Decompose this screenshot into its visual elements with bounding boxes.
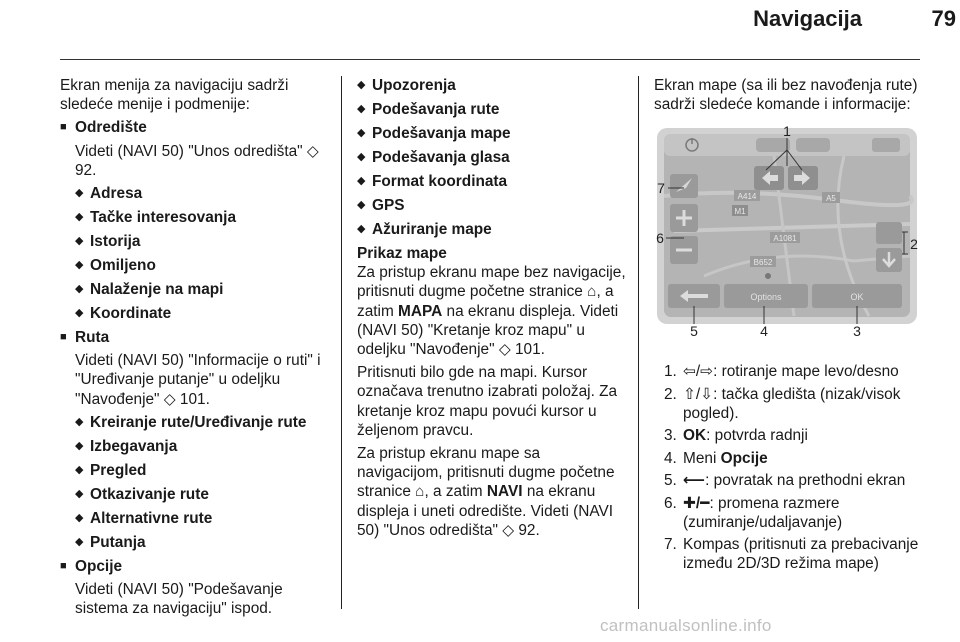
diamond-bullet-icon: ◆ <box>357 103 366 115</box>
legend-item: 5. ⟵: povratak na prethodni ekran <box>664 472 906 490</box>
ok-label: OK <box>850 292 864 303</box>
column-divider <box>638 76 639 609</box>
diamond-bullet-icon: ◆ <box>357 175 366 187</box>
square-bullet-icon: ■ <box>60 331 67 344</box>
section-odrediste: ■ Odredište <box>60 119 147 137</box>
home-icon: ⌂ <box>415 483 425 501</box>
list-item: ◆ Podešavanja glasa <box>357 149 510 166</box>
list-item: ◆ Izbegavanja <box>75 437 178 455</box>
legend-item: 4. Meni Opcije <box>664 449 768 467</box>
diamond-bullet-icon: ◆ <box>75 439 84 452</box>
list-item: ◆ Nalaženje na mapi <box>75 281 224 299</box>
list-item: ◆ Kreiranje rute/Uređivanje rute <box>75 413 307 431</box>
legend-item: 2. ⇧/⇩: tačka gledišta (nizak/visok pogled). <box>664 385 901 422</box>
list-item: ◆ Koordinate <box>75 305 172 323</box>
list-item: ◆ Putanja <box>75 533 146 551</box>
diamond-bullet-icon: ◆ <box>357 151 366 163</box>
list-item: ◆ Otkazivanje rute <box>75 485 209 503</box>
diamond-bullet-icon: ◆ <box>75 259 84 272</box>
column-2 <box>357 76 629 544</box>
paragraph: Pritisnuti bilo gde na mapi. Kursor označava trenutno izabrati položaj. Za kretanje kroz mapu povući kursor u željenom pravcu. <box>357 364 618 439</box>
diamond-bullet-icon: ◆ <box>75 415 84 428</box>
diamond-bullet-icon: ◆ <box>75 283 84 296</box>
paragraph: Za pristup ekranu mape bez navigacije, pritisnuti dugme početne stranice ⌂, a zatim MAPA na ekranu displeja. Videti (NAVI 50) "Kretanje kroz mapu" u odeljku "Navođenje" ◇ 101. <box>357 264 626 359</box>
square-bullet-icon: ■ <box>60 559 67 572</box>
map-intro: Ekran mape (sa ili bez navođenja rute) sadrži sledeće komande i informacije: <box>654 77 918 114</box>
section-ruta: ■ Ruta <box>60 329 110 347</box>
cursor-icon <box>765 273 771 279</box>
legend-item: 6. ✚/━: promena razmere (zumiranje/udaljavanje) <box>664 494 843 531</box>
diamond-bullet-icon: ◆ <box>75 535 84 548</box>
callout-label: 6 <box>656 230 664 247</box>
diamond-bullet-icon: ◆ <box>357 127 366 139</box>
diamond-bullet-icon: ◆ <box>75 211 84 224</box>
list-item: ◆ Alternativne rute <box>75 509 213 527</box>
header-title: Navigacija <box>753 6 862 31</box>
home-icon: ⌂ <box>587 283 597 301</box>
column-1 <box>60 76 332 622</box>
diamond-bullet-icon: ◆ <box>75 187 84 200</box>
callout-label: 7 <box>657 180 665 197</box>
callout-label: 4 <box>760 323 768 339</box>
list-item: ◆ Istorija <box>75 233 141 251</box>
header-rule <box>60 59 920 60</box>
list-item: ◆ Format koordinata <box>357 173 508 190</box>
map-screen-illustration <box>654 126 920 338</box>
diamond-bullet-icon: ◆ <box>357 199 366 211</box>
section-opcije: ■ Opcije <box>60 557 123 575</box>
diamond-bullet-icon: ◆ <box>357 223 366 235</box>
list-item: ◆ Upozorenja <box>357 77 456 94</box>
list-item: ◆ Ažuriranje mape <box>357 221 492 238</box>
options-label: Options <box>750 292 782 303</box>
paragraph: Za pristup ekranu mape sa navigacijom, pritisnuti dugme početne stranice ⌂, a zatim NAVI na ekranu displeja i uneti odredište. Videti (NAVI 50) "Unos odredišta" ◇ 92. <box>357 445 615 539</box>
window-icon <box>872 138 900 152</box>
list-item: ◆ Podešavanja mape <box>357 125 511 142</box>
road-label: B652 <box>753 258 773 268</box>
view-high-button <box>876 222 902 244</box>
page-number: 79 <box>931 6 956 31</box>
diamond-bullet-icon: ◆ <box>75 487 84 500</box>
section-reference: Videti (NAVI 50) "Podešavanje sistema za navigaciju" ispod. <box>75 581 283 618</box>
legend-item: 3. OK: potvrda radnji <box>664 427 808 445</box>
road-label: M1 <box>734 207 746 217</box>
rotate-right-button <box>796 138 830 152</box>
section-heading: Prikaz mape <box>357 245 447 262</box>
rotate-left-button <box>756 138 790 152</box>
diamond-bullet-icon: ◆ <box>357 79 366 91</box>
road-label: A5 <box>826 194 836 204</box>
list-item: ◆ GPS <box>357 197 405 214</box>
column-3 <box>654 76 920 577</box>
road-label: A414 <box>737 192 757 202</box>
list-item: ◆ Adresa <box>75 185 143 203</box>
list-item: ◆ Pregled <box>75 461 147 479</box>
callout-label: 5 <box>690 323 698 339</box>
list-item: ◆ Omiljeno <box>75 257 156 275</box>
section-reference: Videti (NAVI 50) "Unos odredišta" ◇ 92. <box>75 142 319 179</box>
callout-label: 3 <box>853 323 861 339</box>
road-label: A1081 <box>773 234 797 244</box>
diamond-bullet-icon: ◆ <box>75 307 84 320</box>
legend-item: 1. ⇦/⇨: rotiranje mape levo/desno <box>664 363 899 381</box>
callout-label: 2 <box>910 236 918 253</box>
diamond-bullet-icon: ◆ <box>75 463 84 476</box>
list-item: ◆ Podešavanja rute <box>357 101 500 118</box>
column-divider <box>341 76 342 609</box>
square-bullet-icon: ■ <box>60 121 67 134</box>
diamond-bullet-icon: ◆ <box>75 235 84 248</box>
list-item: ◆ Tačke interesovanja <box>75 209 236 227</box>
callout-label: 1 <box>783 126 791 140</box>
legend-item: 7. Kompas (pritisnuti za prebacivanje između 2D/3D režima mape) <box>664 536 919 573</box>
section-reference: Videti (NAVI 50) "Informacije o ruti" i "Uređivanje putanje" u odeljku "Navođenje" ◇ 101. <box>75 352 321 408</box>
menu-intro: Ekran menija za navigaciju sadrži sledeće menije i podmenije: <box>60 77 289 114</box>
diamond-bullet-icon: ◆ <box>75 511 84 524</box>
watermark: carmanualsonline.info <box>600 616 772 635</box>
